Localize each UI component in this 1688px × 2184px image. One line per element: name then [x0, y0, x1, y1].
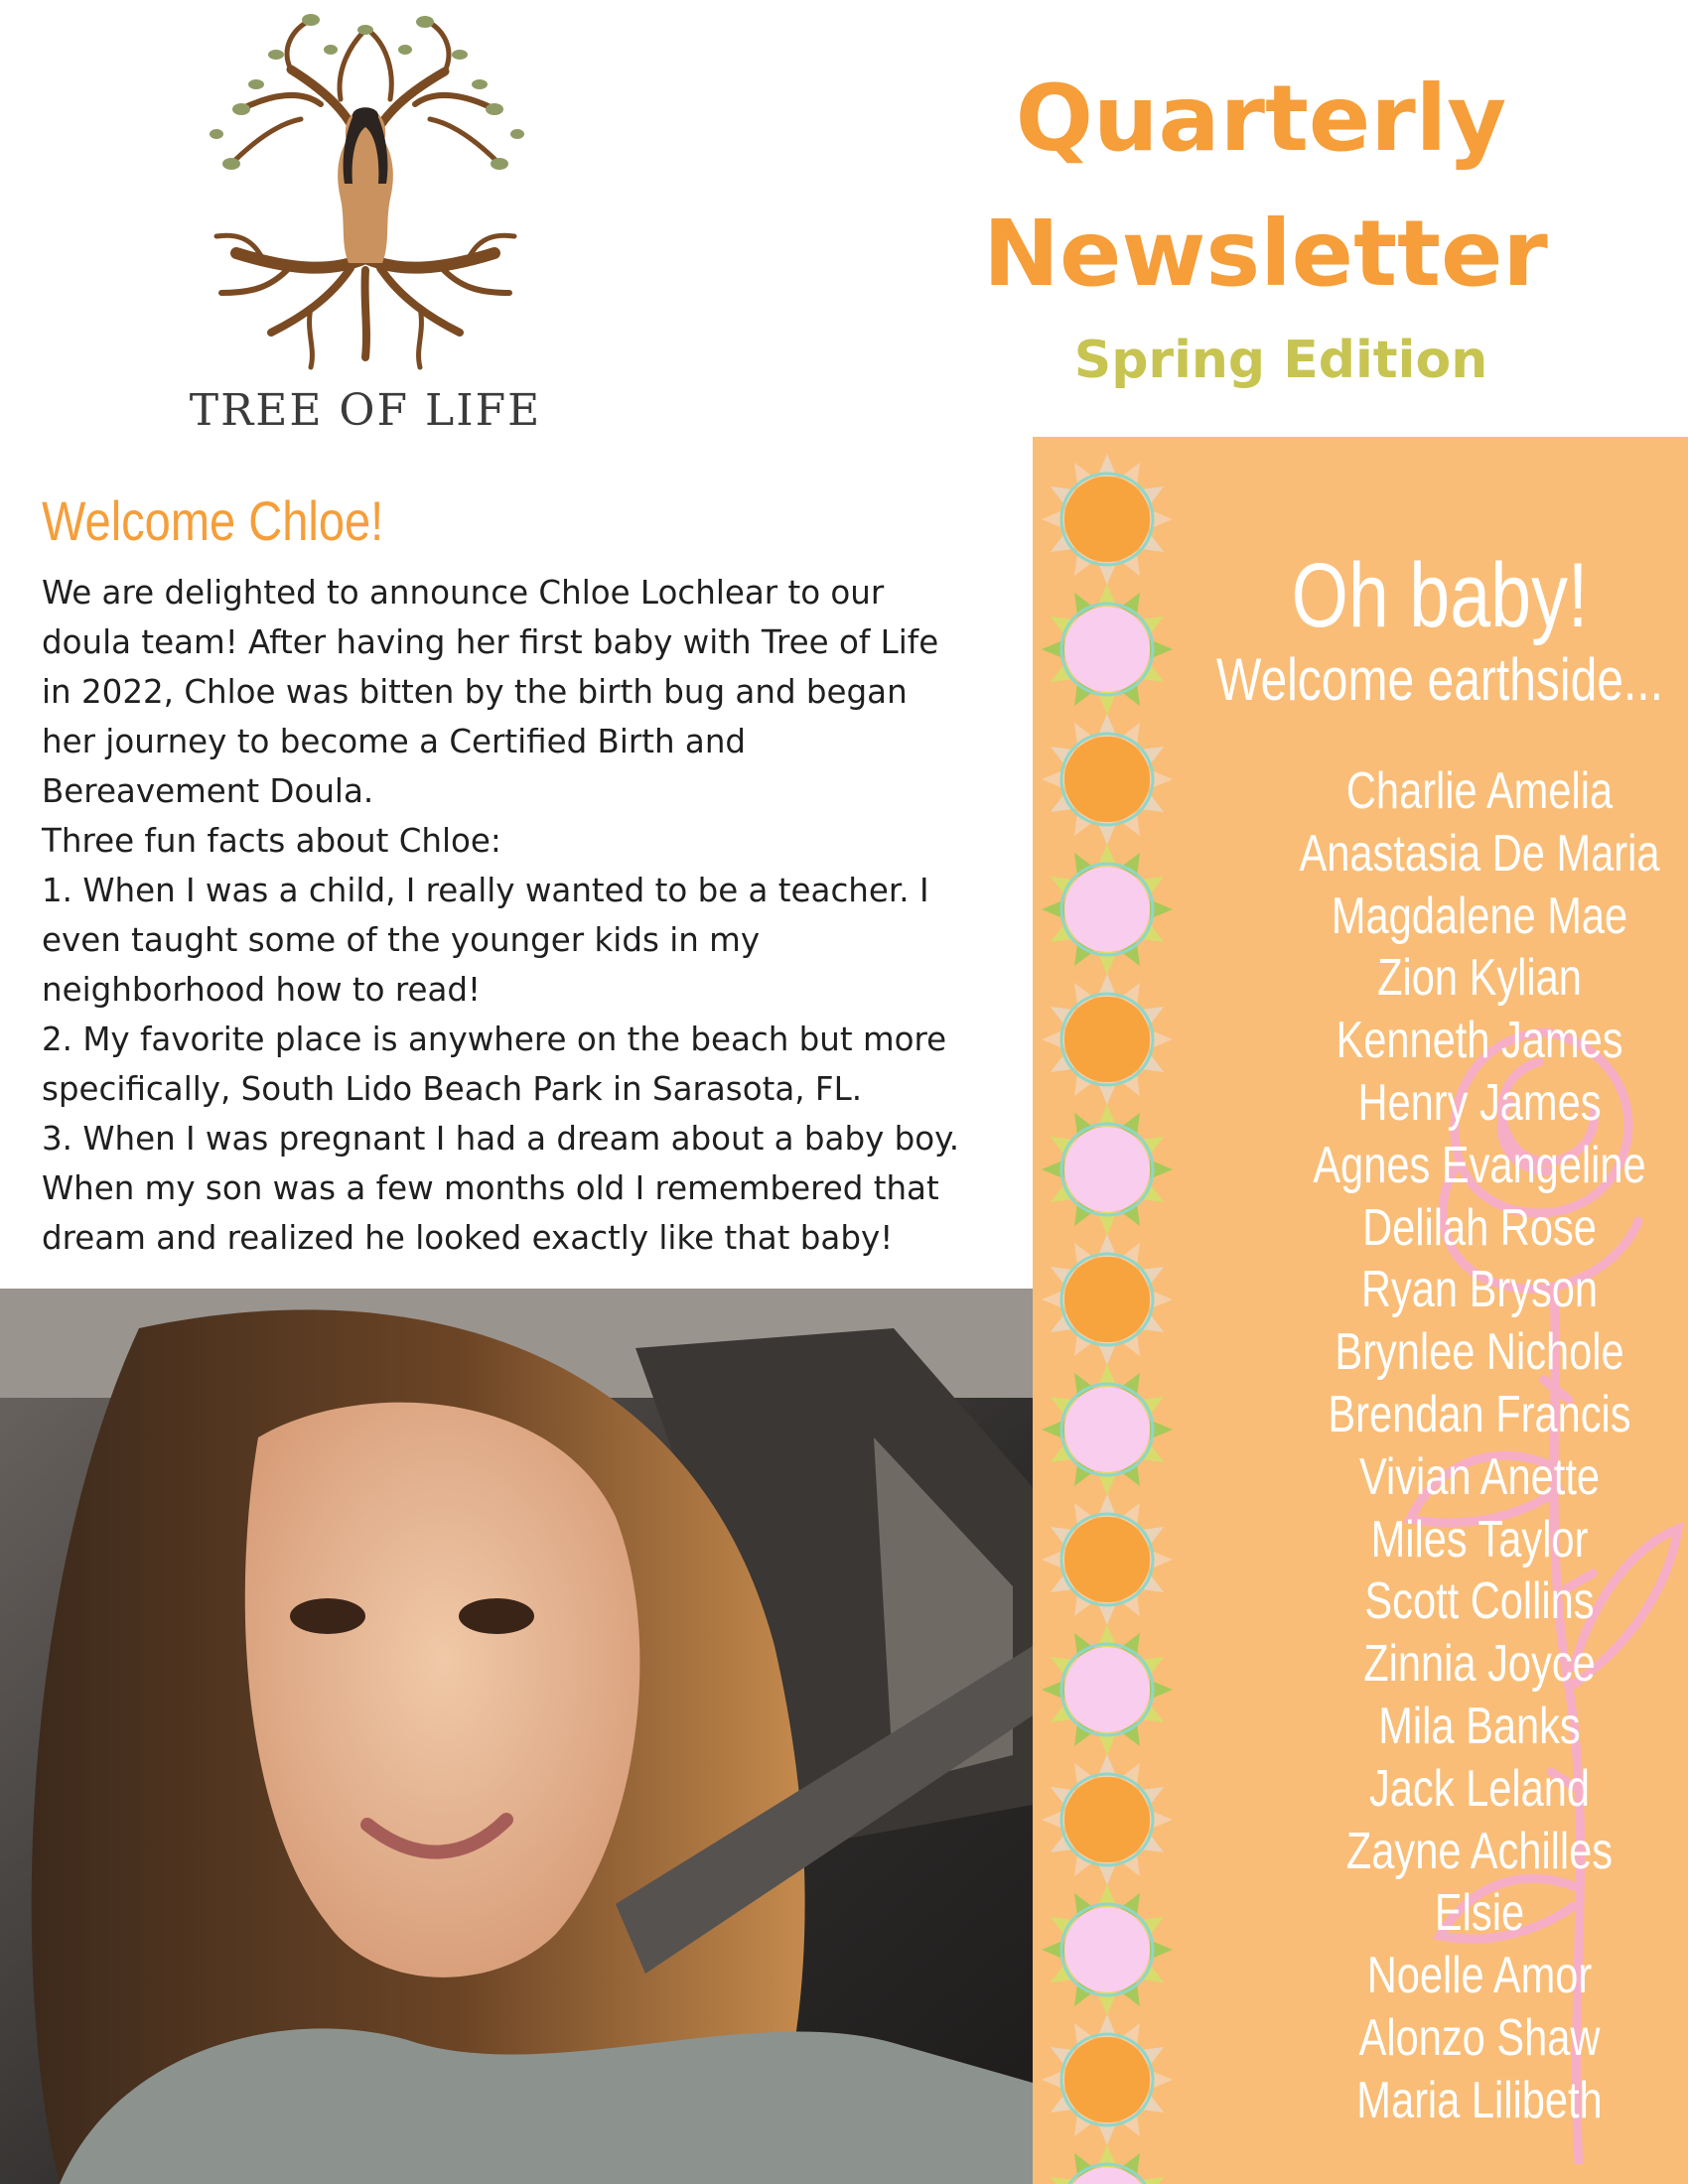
baby-name: Henry James [1357, 1073, 1602, 1132]
welcome-line: 1. When I was a child, I really wanted to be a teacher. I [42, 872, 929, 909]
welcome-line: Three fun facts about Chloe: [42, 822, 501, 860]
flower-icon [1042, 1754, 1173, 1885]
baby-announcements-panel [1033, 437, 1688, 2184]
baby-name: Maria Lilibeth [1356, 2071, 1603, 2129]
flower-icon [1042, 2014, 1173, 2145]
flower-icon [1042, 2144, 1173, 2184]
welcome-line: Bereavement Doula. [42, 772, 374, 810]
chloe-photo [0, 1289, 1033, 2184]
baby-name: Anastasia De Maria [1299, 824, 1660, 883]
baby-name: Scott Collins [1364, 1572, 1595, 1631]
tree-of-life-logo [167, 0, 564, 442]
portrait-illustration-icon [0, 1289, 1033, 2184]
baby-name: Mila Banks [1378, 1697, 1581, 1755]
welcome-line: When my son was a few months old I remembered that [42, 1169, 939, 1207]
flower-icon [1042, 974, 1173, 1105]
flower-icon [1042, 1234, 1173, 1365]
flower-icon [1042, 1624, 1173, 1755]
welcome-earthside-subheading: Welcome earthside... [1216, 646, 1663, 713]
baby-name: Agnes Evangeline [1313, 1136, 1646, 1194]
baby-name: Elsie [1434, 1884, 1525, 1943]
baby-name: Alonzo Shaw [1358, 2008, 1601, 2067]
welcome-heading: Welcome Chloe! [42, 489, 384, 552]
baby-name: Jack Leland [1368, 1759, 1591, 1818]
baby-name: Kenneth James [1336, 1012, 1623, 1070]
newsletter-title [983, 52, 1548, 322]
flower-icon [1042, 714, 1173, 845]
baby-name: Charlie Amelia [1345, 762, 1614, 820]
baby-name: Delilah Rose [1362, 1198, 1597, 1257]
baby-name: Brynlee Nichole [1335, 1323, 1624, 1382]
flower-icon [1042, 584, 1173, 715]
welcome-line: doula team! After having her first baby with Tree of Life [42, 623, 939, 661]
flower-icon [1042, 1494, 1173, 1625]
welcome-line: her journey to become a Certified Birth and [42, 723, 747, 760]
tree-of-life-emblem-icon [182, 10, 549, 377]
flower-border-icon [1033, 437, 1182, 2184]
oh-baby-heading: Oh baby! [1291, 545, 1589, 646]
title-line-quarterly: Quarterly [1015, 66, 1507, 172]
baby-name: Zion Kylian [1377, 949, 1582, 1008]
welcome-line: specifically, South Lido Beach Park in Sarasota, FL. [42, 1070, 863, 1108]
baby-name: Zayne Achilles [1345, 1822, 1614, 1880]
flower-icon [1042, 1884, 1173, 2015]
welcome-line: 3. When I was pregnant I had a dream about a baby boy. [42, 1120, 960, 1158]
edition-label: Spring Edition [1073, 331, 1488, 390]
title-line-newsletter: Newsletter [983, 201, 1548, 307]
baby-name: Noelle Amor [1366, 1947, 1593, 2005]
welcome-line: neighborhood how to read! [42, 971, 482, 1009]
flower-icon [1042, 1364, 1173, 1495]
baby-name: Vivian Anette [1358, 1447, 1601, 1506]
baby-name: Zinnia Joyce [1363, 1635, 1596, 1694]
flower-icon [1042, 454, 1173, 585]
baby-name: Brendan Francis [1328, 1385, 1631, 1443]
welcome-line: We are delighted to announce Chloe Lochlear to our [42, 574, 885, 612]
baby-name: Miles Taylor [1370, 1510, 1589, 1569]
flower-icon [1042, 844, 1173, 975]
baby-names-list [1211, 760, 1688, 2132]
welcome-line: dream and realized he looked exactly like that baby! [42, 1219, 894, 1257]
baby-name: Magdalene Mae [1331, 887, 1628, 945]
welcome-body [42, 568, 1020, 1263]
welcome-line: even taught some of the younger kids in my [42, 921, 761, 959]
flower-icon [1042, 1104, 1173, 1235]
logo-text: TREE OF LIFE [189, 385, 542, 436]
baby-name: Ryan Bryson [1360, 1261, 1599, 1319]
welcome-line: 2. My favorite place is anywhere on the beach but more [42, 1021, 947, 1058]
welcome-line: in 2022, Chloe was bitten by the birth bug and began [42, 673, 908, 711]
